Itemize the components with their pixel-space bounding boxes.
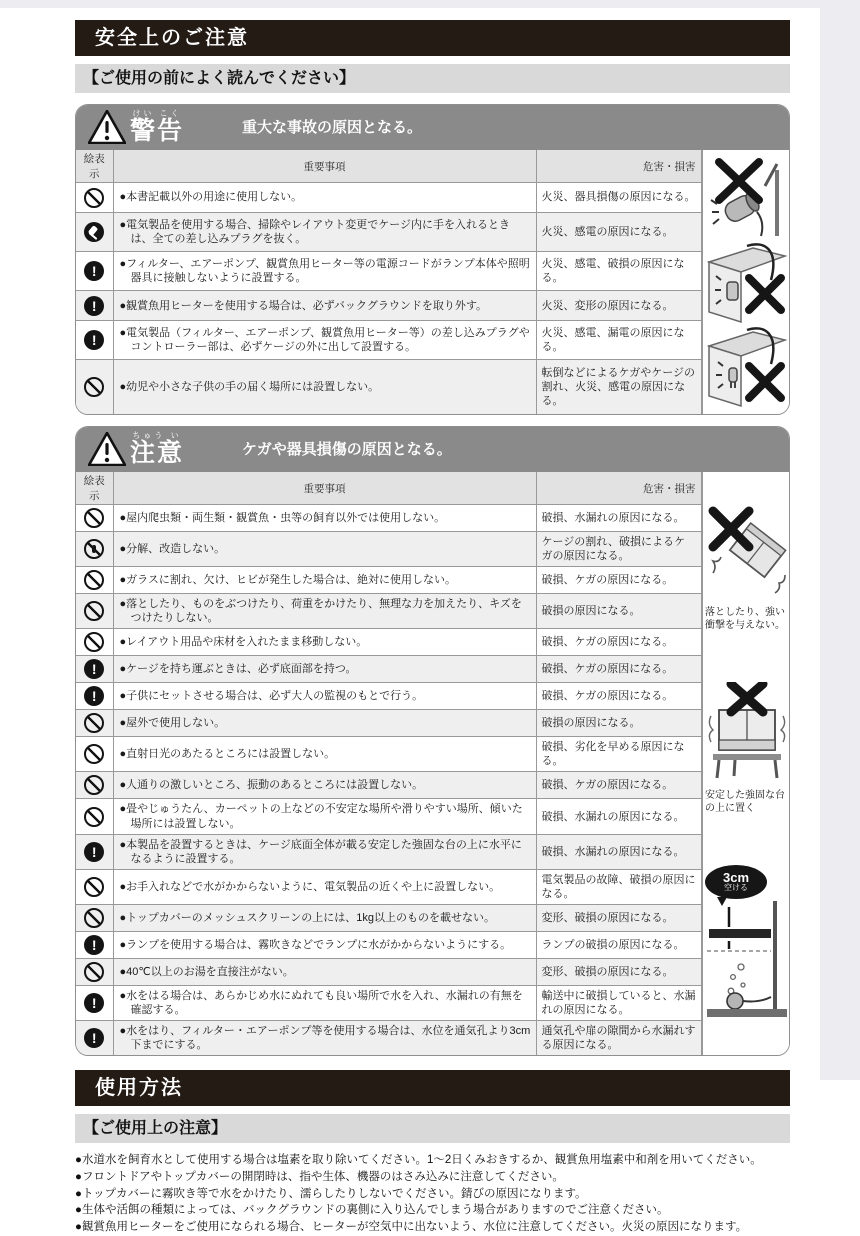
item-text: ●レイアウト用品や床材を入れたまま移動しない。 [113, 629, 536, 656]
mandatory-icon [84, 993, 104, 1013]
item-text: ●水をはり、フィルター・エアーポンプ等を使用する場合は、水位を通気孔より3cm下までにする。 [113, 1021, 536, 1056]
warning-section [75, 104, 790, 415]
mandatory-icon [84, 261, 104, 281]
item-text: ●分解、改造しない。 [113, 532, 536, 567]
usage-note: ●水道水を飼育水として使用する場合は塩素を取り除いてください。1～2日くみおきするか、観賞魚用塩素中和剤を用いてください。 [75, 1154, 762, 1167]
prohibition-icon [84, 508, 104, 528]
item-text: ●電気製品を使用する場合、掃除やレイアウト変更でケージ内に手を入れるときは、全ての差し込みプラグを抜く。 [113, 213, 536, 252]
page-title: 安全上のご注意 [75, 20, 790, 56]
prohibition-icon [84, 570, 104, 590]
caution-label: ちゅう い 注意 [130, 430, 185, 467]
hazard-column-header: 危害・損害 [536, 472, 701, 505]
item-text: ●子供にセットさせる場合は、必ず大人の監視のもとで行う。 [113, 683, 536, 710]
hazard-text: 破損、ケガの原因になる。 [536, 567, 701, 594]
item-text: ●屋内爬虫類・両生類・観賞魚・虫等の飼育以外では使用しない。 [113, 505, 536, 532]
prohibition-icon [84, 908, 104, 928]
usage-subtitle: 【ご使用上の注意】 [75, 1114, 790, 1143]
caution-furigana: ちゅう い [132, 430, 182, 440]
table-header-row [76, 150, 701, 183]
item-text: ●フィルター、エアーポンプ、観賞魚用ヒーター等の電源コードがランプ本体や照明器具に接触しないように設置する。 [113, 252, 536, 291]
caution-description: ケガや器具損傷の原因となる。 [242, 441, 452, 458]
caution-row [76, 985, 701, 1020]
usage-note: ●生体や活餌の種類によっては、バックグラウンドの裏側に入り込んでしまう場合がありますのでご注意ください。 [75, 1204, 669, 1217]
item-text: ●落としたり、ものをぶつけたり、荷重をかけたり、無理な力を加えたり、キズをつけたりしない。 [113, 594, 536, 629]
caution-section [75, 426, 790, 1056]
item-text: ●ケージを持ち運ぶときは、必ず底面部を持つ。 [113, 656, 536, 683]
caution-row [76, 532, 701, 567]
mandatory-icon [84, 935, 104, 955]
caution-row [76, 869, 701, 904]
item-text: ●ランプを使用する場合は、霧吹きなどでランプに水がかからないようにする。 [113, 931, 536, 958]
caution-row [76, 710, 701, 737]
warning-row [76, 360, 701, 414]
caution-row [76, 1021, 701, 1056]
item-text: ●畳やじゅうたん、カーペットの上などの不安定な場所や滑りやすい場所、傾いた場所には設置しない。 [113, 799, 536, 834]
unplug-icon [84, 222, 104, 242]
warning-header [76, 105, 789, 150]
hazard-text: ランプの破損の原因になる。 [536, 931, 701, 958]
prohibition-icon [84, 713, 104, 733]
unstable-table-illustration [705, 682, 789, 815]
item-text: ●電気製品（フィルター、エアーポンプ、観賞魚用ヒーター等）の差し込みプラグやコントローラー部は、必ずケージの外に出して設置する。 [113, 321, 536, 360]
caution-row [76, 505, 701, 532]
hazard-text: 火災、感電、漏電の原因になる。 [536, 321, 701, 360]
prohibition-icon [84, 775, 104, 795]
item-text: ●トップカバーのメッシュスクリーンの上には、1kg以上のものを載せない。 [113, 904, 536, 931]
mandatory-icon [84, 659, 104, 679]
warning-row [76, 213, 701, 252]
caution-row [76, 958, 701, 985]
usage-notes [75, 1152, 807, 1235]
hazard-text: 火災、感電の原因になる。 [536, 213, 701, 252]
mandatory-icon [84, 330, 104, 350]
hazard-text: 破損、ケガの原因になる。 [536, 629, 701, 656]
prohibition-icon [84, 807, 104, 827]
item-text: ●観賞魚用ヒーターを使用する場合は、必ずバックグラウンドを取り外す。 [113, 291, 536, 321]
controller-placement-x-illustration [707, 240, 787, 324]
usage-title: 使用方法 [75, 1070, 790, 1106]
stable-table-caption: 安定した強固な台の上に置く [705, 790, 785, 815]
hazard-text: 破損の原因になる。 [536, 594, 701, 629]
no-disassemble-icon [84, 539, 104, 559]
caution-row [76, 834, 701, 869]
warning-label: けい こく 警告 [130, 108, 185, 145]
warning-row [76, 252, 701, 291]
gap-value: 3cm [722, 870, 750, 886]
warning-row [76, 291, 701, 321]
caution-row [76, 799, 701, 834]
hazard-text: 破損、水漏れの原因になる。 [536, 834, 701, 869]
caution-row [76, 737, 701, 772]
item-text: ●お手入れなどで水がかからないように、電気製品の近くや上に設置しない。 [113, 869, 536, 904]
hazard-text: 転倒などによるケガやケージの割れ、火災、感電の原因になる。 [536, 360, 701, 414]
mandatory-icon [84, 842, 104, 862]
drop-shock-illustration [705, 503, 789, 632]
caution-header [76, 427, 789, 472]
hazard-text: 輸送中に破損していると、水漏れの原因になる。 [536, 985, 701, 1020]
manual-page [75, 20, 807, 1236]
caution-row [76, 683, 701, 710]
hazard-text: 破損、ケガの原因になる。 [536, 683, 701, 710]
prohibition-icon [84, 601, 104, 621]
caution-row [76, 594, 701, 629]
table-header-row [76, 472, 701, 505]
symbol-column-header: 絵表示 [76, 472, 113, 505]
item-text: ●屋外で使用しない。 [113, 710, 536, 737]
3cm-balloon [705, 865, 767, 899]
drop-shock-caption: 落としたり、強い衝撃を与えない。 [705, 607, 785, 632]
hazard-text: 破損の原因になる。 [536, 710, 701, 737]
item-text: ●40℃以上のお湯を直接注がない。 [113, 958, 536, 985]
item-text: ●本製品を設置するときは、ケージ底面全体が載る安定した強固な台の上に水平になるように設置する。 [113, 834, 536, 869]
prohibition-icon [84, 188, 104, 208]
hazard-column-header: 危害・損害 [536, 150, 701, 183]
item-text: ●ガラスに割れ、欠け、ヒビが発生した場合は、絶対に使用しない。 [113, 567, 536, 594]
hazard-text: 火災、器具損傷の原因になる。 [536, 183, 701, 213]
caution-row [76, 931, 701, 958]
water-level-3cm-illustration [705, 865, 789, 1024]
caution-row [76, 772, 701, 799]
item-text: ●直射日光のあたるところには設置しない。 [113, 737, 536, 772]
gap-label: 空ける [724, 883, 748, 893]
hazard-text: 変形、破損の原因になる。 [536, 904, 701, 931]
mandatory-icon [84, 296, 104, 316]
item-text: ●本書記載以外の用途に使用しない。 [113, 183, 536, 213]
item-text: ●水をはる場合は、あらかじめ水にぬれても良い場所で水を入れ、水漏れの有無を確認する。 [113, 985, 536, 1020]
warning-table [76, 150, 702, 414]
hazard-text: ケージの割れ、破損によるケガの原因になる。 [536, 532, 701, 567]
usage-note: ●観賞魚用ヒーターをご使用になられる場合、ヒーターが空気中に出ないよう、水位に注意してください。火災の原因になります。 [75, 1220, 748, 1233]
caution-row [76, 656, 701, 683]
caution-illustrations [702, 472, 791, 1055]
item-text: ●幼児や小さな子供の手の届く場所には設置しない。 [113, 360, 536, 414]
hazard-text: 破損、水漏れの原因になる。 [536, 505, 701, 532]
prohibition-icon [84, 744, 104, 764]
hazard-text: 破損、ケガの原因になる。 [536, 656, 701, 683]
warning-triangle-icon [88, 432, 126, 466]
usage-note: ●フロントドアやトップカバーの開閉時は、指や生体、機器のはさみ込みに注意してください。 [75, 1170, 564, 1183]
prohibition-icon [84, 632, 104, 652]
hazard-text: 破損、劣化を早める原因になる。 [536, 737, 701, 772]
caution-row [76, 904, 701, 931]
prohibition-icon [84, 962, 104, 982]
hazard-text: 電気製品の故障、破損の原因になる。 [536, 869, 701, 904]
caution-row [76, 629, 701, 656]
hazard-text: 火災、感電、破損の原因になる。 [536, 252, 701, 291]
usage-note: ●トップカバーに霧吹き等で水をかけたり、濡らしたりしないでください。錆びの原因になります。 [75, 1187, 587, 1200]
plug-placement-x-illustration [707, 324, 787, 408]
item-column-header: 重要事項 [113, 472, 536, 505]
warning-row [76, 321, 701, 360]
mandatory-icon [84, 1028, 104, 1048]
warning-triangle-icon [88, 110, 126, 144]
hazard-text: 破損、ケガの原因になる。 [536, 772, 701, 799]
hazard-text: 火災、変形の原因になる。 [536, 291, 701, 321]
item-text: ●人通りの激しいところ、振動のあるところには設置しない。 [113, 772, 536, 799]
caution-row [76, 567, 701, 594]
caution-table [76, 472, 702, 1055]
warning-furigana: けい こく [132, 108, 182, 118]
warning-row [76, 183, 701, 213]
warning-description: 重大な事故の原因となる。 [242, 119, 423, 136]
hazard-text: 破損、水漏れの原因になる。 [536, 799, 701, 834]
page-right-margin [820, 0, 860, 1080]
prohibition-icon [84, 877, 104, 897]
mandatory-icon [84, 686, 104, 706]
lamp-cord-contact-x-illustration [707, 156, 787, 240]
hazard-text: 変形、破損の原因になる。 [536, 958, 701, 985]
item-column-header: 重要事項 [113, 150, 536, 183]
prohibition-icon [84, 377, 104, 397]
page-top-margin [0, 0, 860, 8]
page-subtitle: 【ご使用の前によく読んでください】 [75, 64, 790, 93]
symbol-column-header: 絵表示 [76, 150, 113, 183]
warning-illustrations [702, 150, 791, 414]
hazard-text: 通気孔や扉の隙間から水漏れする原因になる。 [536, 1021, 701, 1056]
